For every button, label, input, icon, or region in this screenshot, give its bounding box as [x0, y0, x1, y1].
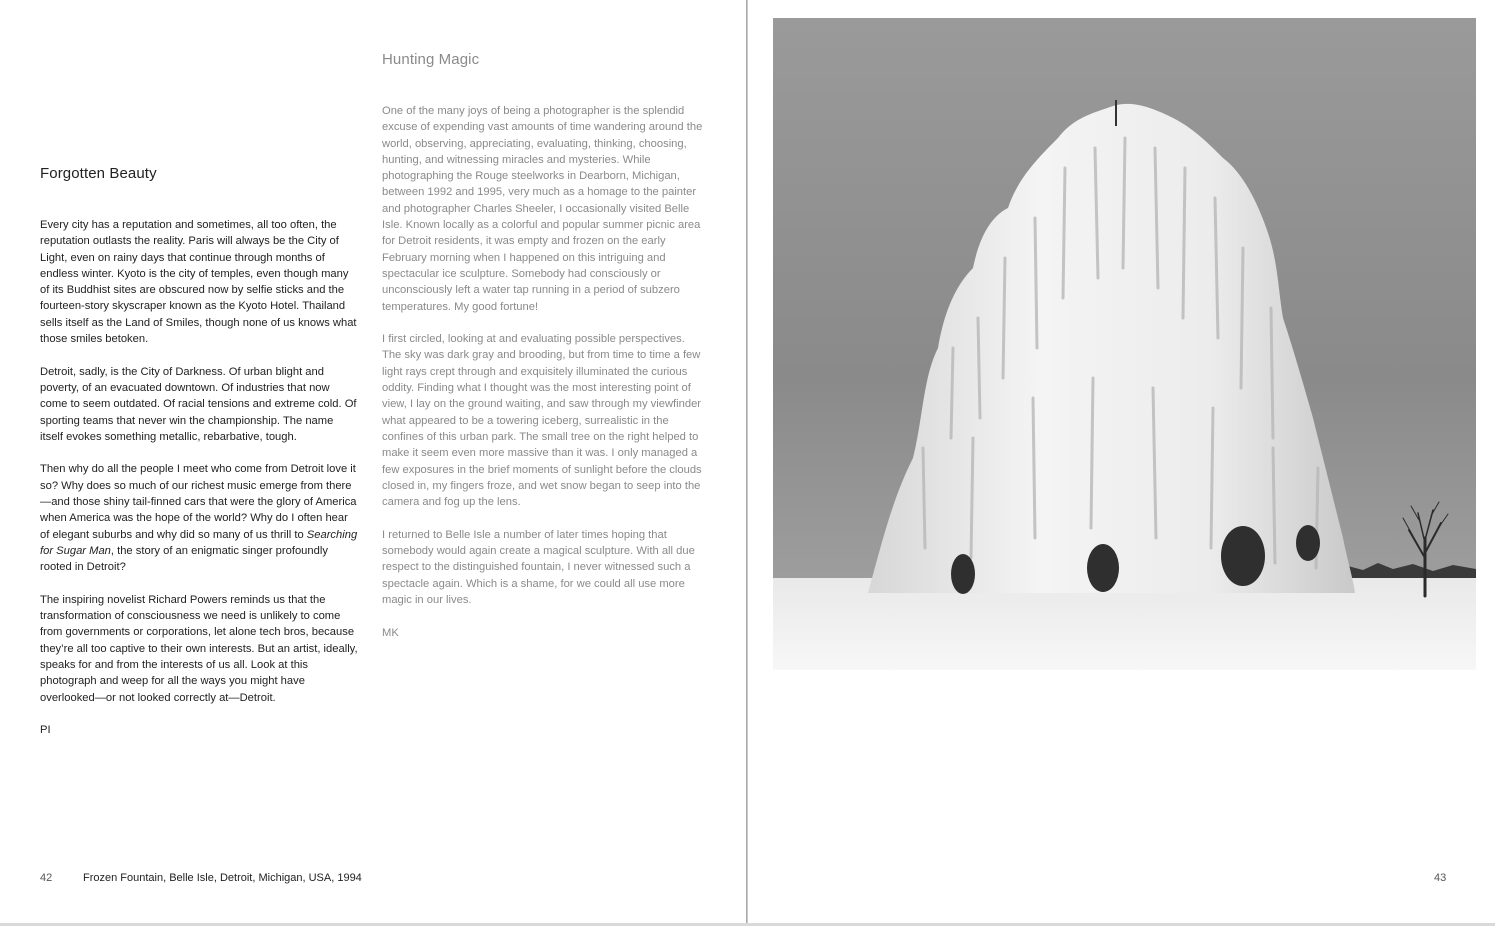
middle-heading: Hunting Magic [382, 51, 480, 68]
left-essay [40, 217, 358, 739]
middle-paragraph: I first circled, looking at and evaluating possible perspectives. The sky was dark gray and brooding, but from time to time a few light rays crept through and exquisitely illuminated the curious oddity. Finding what I thought was the most interesting point of view, I lay on the ground waiting, and saw through my viewfinder what appeared to be a towering iceberg, surrealistic in the confines of this urban park. The small tree on the right helped to make it seem even more massive than it was. I only managed a few exposures in the brief moments of sunlight before the clouds closed in, my fingers froze, and wet snow began to seep into the camera and fog up the lens. [382, 333, 702, 509]
left-paragraph: The inspiring novelist Richard Powers reminds us that the transformation of consciousness we need is unlikely to come from governments or corporations, let alone tech bros, because they’re all too captive to their own interests. But an artist, ideally, speaks for and from the interests of us all. Look at this photograph and weep for all the ways you might have overlooked—or not looked correctly at—Detroit. [40, 593, 358, 704]
page-number-left: 42 [40, 872, 53, 884]
film-title: Searching for Sugar Man [40, 528, 358, 557]
left-paragraph-text: , the story of an enigmatic singer profoundly rooted in Detroit? [40, 544, 328, 574]
middle-signature: MK [382, 626, 399, 639]
middle-paragraph: One of the many joys of being a photographer is the splendid excuse of expending vast amounts of time wandering around the world, observing, appreciating, evaluating, thinking, choosing, hunting, and witnessing miracles and mysteries. While photographing the Rouge steelworks in Dearborn, Michigan, between 1992 and 1995, very much as a homage to the painter and photographer Charles Sheeler, I occasionally visited Belle Isle. Known locally as a colorful and popular summer picnic area for Detroit residents, it was empty and frozen on the early February morning when I happened on this intriguing and spectacular ice sculpture. Somebody had consciously or unconsciously left a water tap running in a period of subzero temperatures. My good fortune! [382, 105, 703, 313]
photo-caption: Frozen Fountain, Belle Isle, Detroit, Michigan, USA, 1994 [83, 872, 362, 884]
left-paragraph: Detroit, sadly, is the City of Darkness. Of urban blight and poverty, of an evacuated downtown. Of industries that now come to seem outdated. Of racial tensions and extreme cold. Of sporting teams that never win the championship. The name itself evokes something metallic, rebarbative, tough. [40, 365, 357, 443]
left-paragraph [40, 461, 358, 575]
left-page [0, 0, 746, 926]
frozen-fountain-photo [773, 18, 1476, 670]
middle-essay [382, 103, 706, 641]
left-signature: PI [40, 724, 51, 737]
left-heading: Forgotten Beauty [40, 165, 157, 182]
middle-paragraph: I returned to Belle Isle a number of later times hoping that somebody would again create a magical sculpture. With all due respect to the distinguished fountain, I never witnessed such a spectacle again. Which is a shame, for we could all use more magic in our lives. [382, 528, 695, 606]
page-number-right: 43 [1434, 872, 1447, 884]
left-paragraph: Every city has a reputation and sometimes, all too often, the reputation outlasts the reality. Paris will always be the City of Light, even on rainy days that continue through months of endless winter. Kyoto is the city of temples, even though many of its Buddhist sites are obscured now by selfie sticks and the fourteen-story skyscraper known as the Kyoto Hotel. Thailand sells itself as the Land of Smiles, though none of us knows what those smiles betoken. [40, 219, 357, 346]
left-paragraph-text: Then why do all the people I meet who come from Detroit love it so? Why does so much of our richest music emerge from there—and those shiny tail-finned cars that were the glory of America when America was the hope of the world? Why do I often hear of elegant suburbs and why did so many of us thrill to [40, 463, 357, 541]
